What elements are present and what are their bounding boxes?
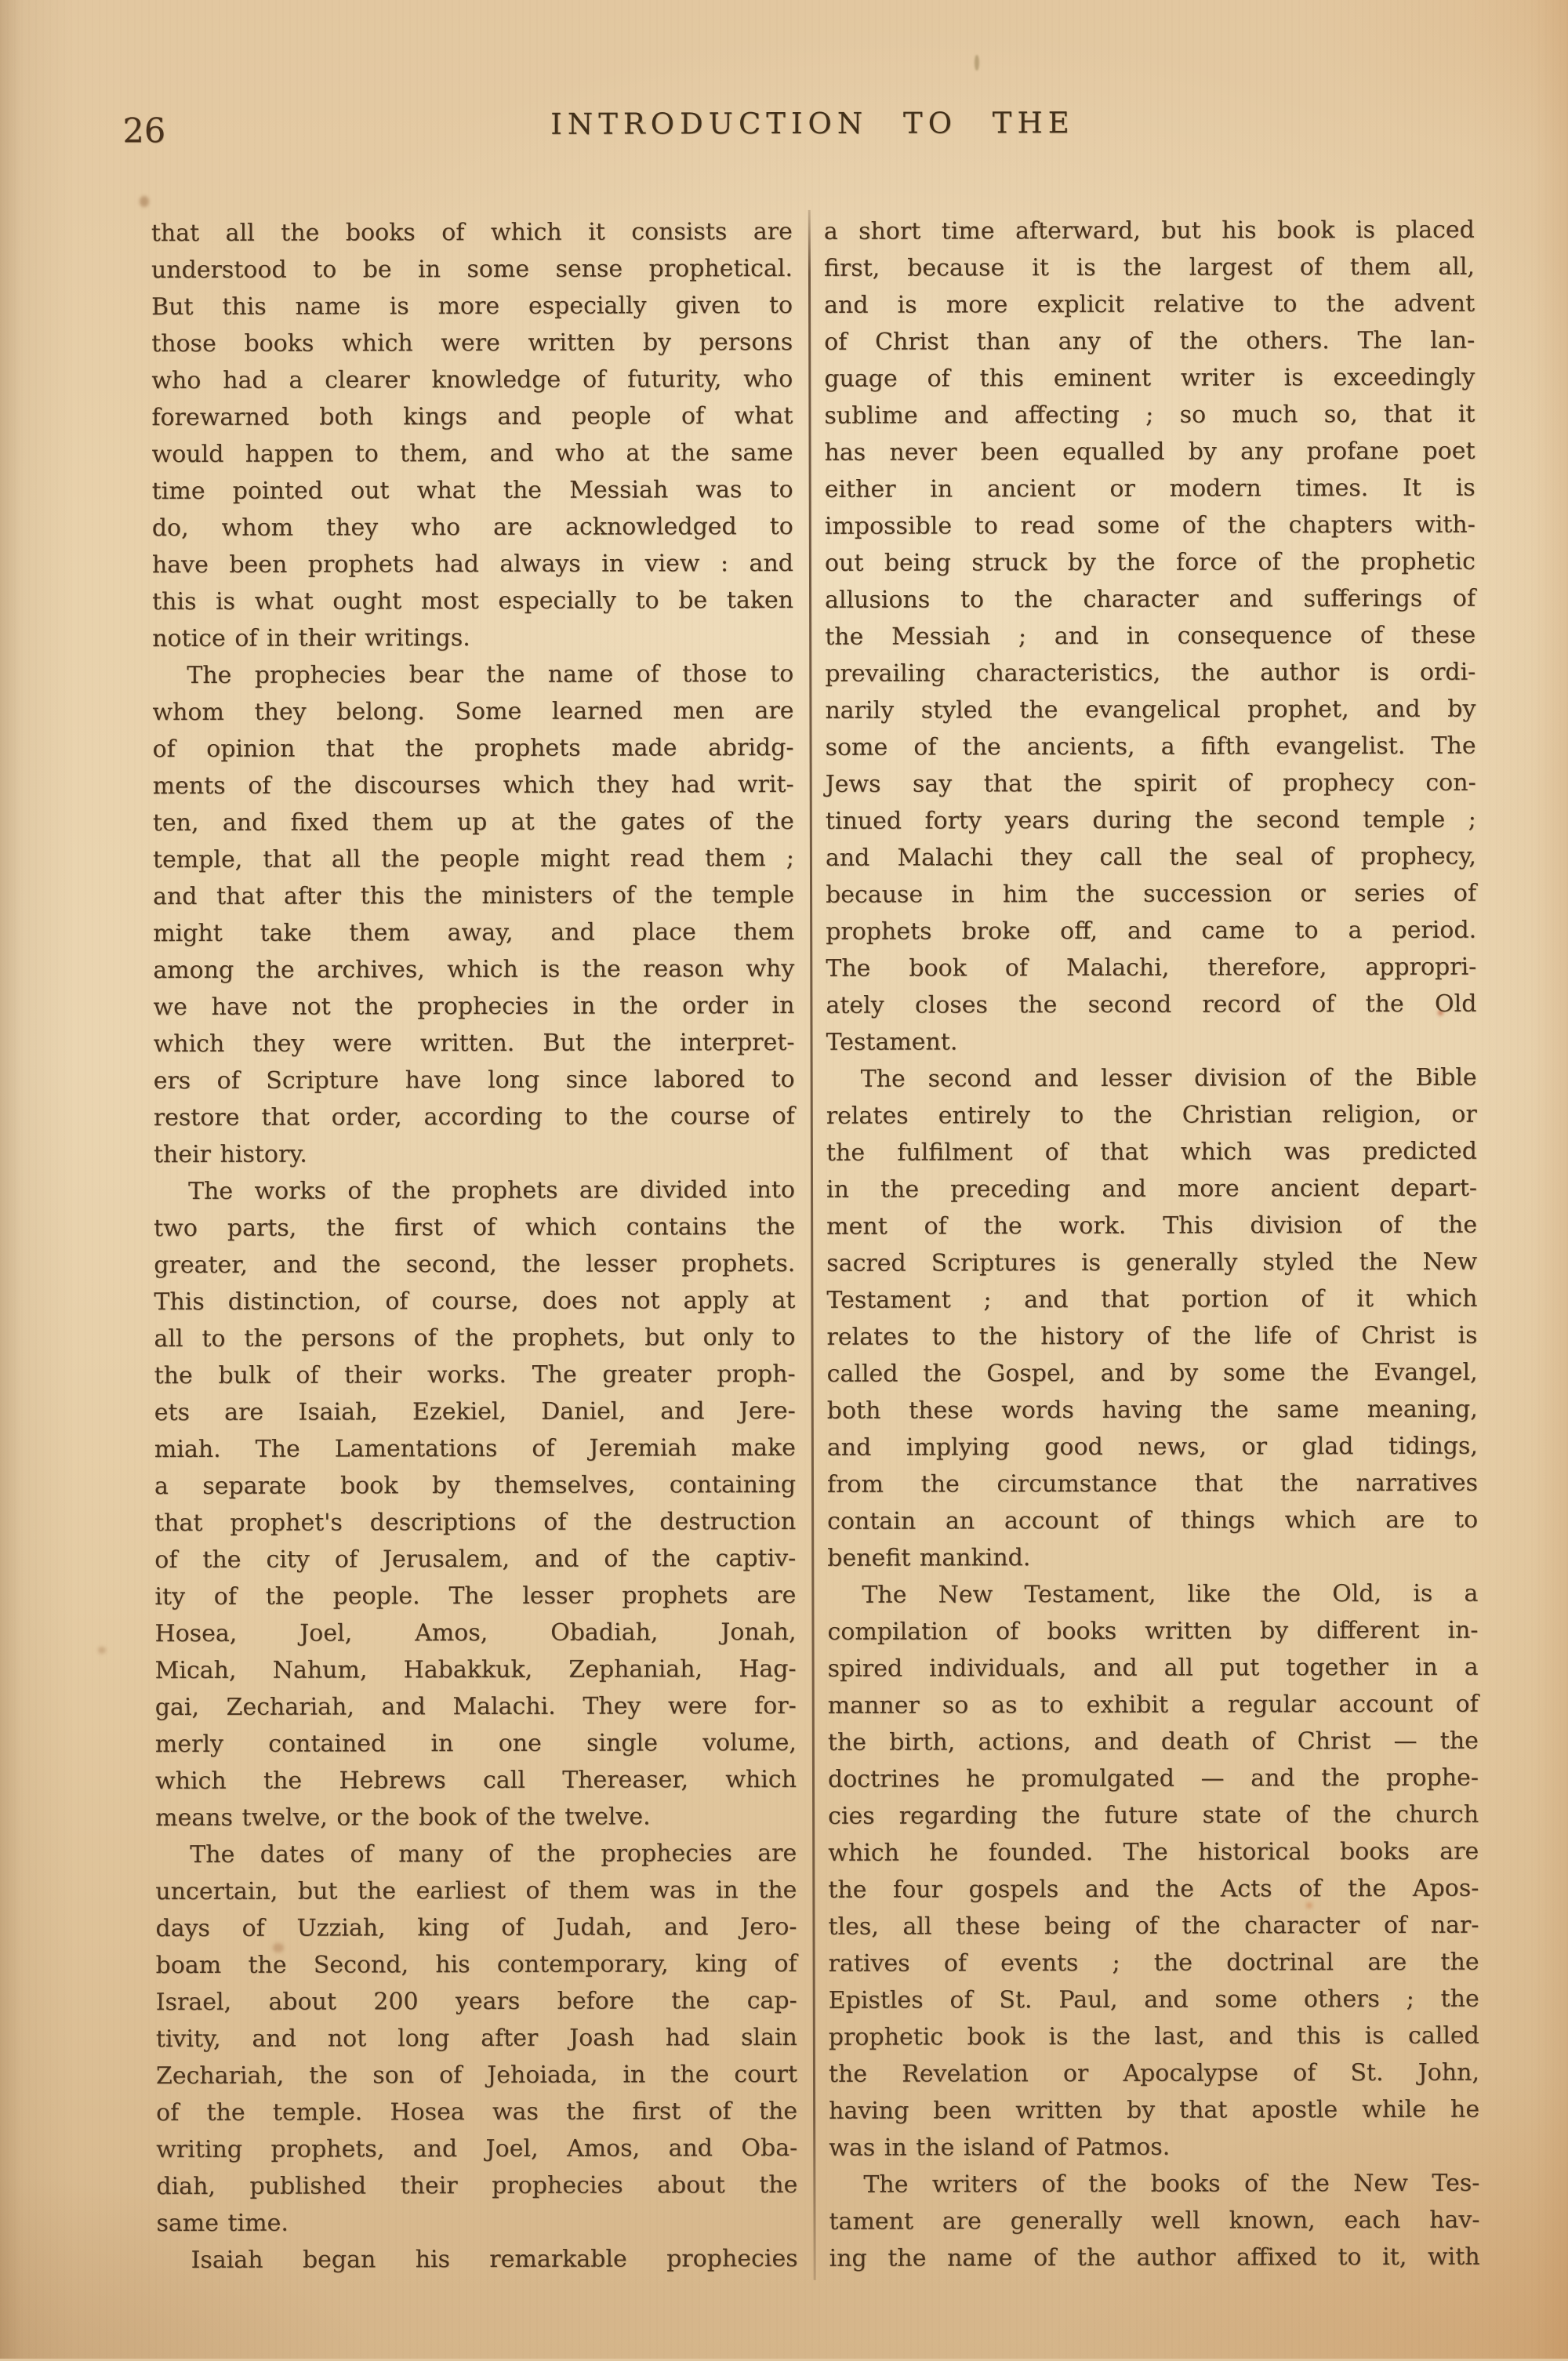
text-line: The second and lesser division of the Bible [860, 1063, 1477, 1093]
text-line: would happen to them, and who at the same [151, 438, 793, 469]
text-line: cies regarding the future state of the church [828, 1800, 1479, 1830]
text-line: that prophet's descriptions of the destruction [154, 1507, 797, 1538]
text-line: manner so as to exhibit a regular account of [827, 1690, 1479, 1720]
text-line: because in him the succession or series of [826, 879, 1477, 909]
text-line: This distinction, of course, does not apply at [154, 1286, 796, 1317]
text-line: ately closes the second record of the Old [826, 990, 1477, 1019]
text-line: temple, that all the people might read them ; [152, 844, 794, 874]
text-line: a separate book by themselves, containing [154, 1470, 797, 1501]
text-line: miah. The Lamentations of Jeremiah make [154, 1433, 796, 1464]
column-divider-rule [808, 210, 816, 2280]
text-line: sublime and affecting ; so much so, that it [824, 400, 1475, 430]
text-line: time pointed out what the Messiah was to [151, 475, 793, 506]
text-line: The prophecies bear the name of those to [187, 659, 794, 689]
text-line: tament are generally well known, each hav- [829, 2206, 1480, 2236]
text-line: a short time afterward, but his book is placed [823, 216, 1475, 245]
text-line: either in ancient or modern times. It is [824, 474, 1475, 503]
text-line: Epistles of St. Paul, and some others ; the [828, 1985, 1479, 2014]
text-line: same time. [156, 2209, 289, 2238]
text-line: narily styled the evangelical prophet, and by [825, 695, 1476, 725]
text-line: which they were written. But the interpret- [153, 1028, 795, 1059]
text-line: both these words having the same meaning, [826, 1395, 1478, 1425]
text-line: contain an account of things which are to [827, 1506, 1479, 1535]
text-line: Isaiah began his remarkable prophecies [191, 2244, 798, 2274]
text-line: allusions to the character and sufferings of [825, 584, 1476, 614]
paragraph [827, 1575, 1479, 2167]
text-line: means twelve, or the book of the twelve. [155, 1803, 651, 1832]
text-line: two parts, the first of which contains the [154, 1212, 796, 1243]
text-line: relates to the history of the life of Christ is [826, 1321, 1478, 1351]
text-line: ratives of events ; the doctrinal are the [828, 1948, 1479, 1978]
text-line: might take them away, and place them [153, 917, 795, 948]
paragraph [151, 213, 793, 657]
text-line: we have not the prophecies in the order in [153, 991, 795, 1022]
text-line: the Revelation or Apocalypse of St. John, [828, 2058, 1480, 2088]
text-line: Zechariah, the son of Jehoiada, in the court [155, 2060, 798, 2090]
text-line: first, because it is the largest of them all, [823, 252, 1475, 282]
text-line: of the temple. Hosea was the first of the [156, 2097, 798, 2127]
text-line: has never been equalled by any profane poet [824, 437, 1475, 467]
text-line: Israel, about 200 years before the cap- [155, 1986, 797, 2017]
text-line: whom they belong. Some learned men are [152, 696, 794, 727]
text-line: guage of this eminent writer is exceedingly [824, 363, 1475, 393]
text-line: spired individuals, and all put together in a [827, 1653, 1479, 1683]
text-line: was in the island of Patmos. [829, 2133, 1171, 2162]
text-line: greater, and the second, the lesser prophets. [154, 1249, 796, 1280]
text-line: Hosea, Joel, Amos, Obadiah, Jonah, [154, 1618, 797, 1648]
text-line: and implying good news, or glad tidings, [826, 1432, 1478, 1462]
text-line: of the city of Jerusalem, and of the captiv- [154, 1544, 797, 1575]
paragraph [829, 2165, 1479, 2277]
paragraph [826, 1059, 1479, 1577]
text-line: the birth, actions, and death of Christ — the [827, 1727, 1479, 1756]
text-line: benefit mankind. [827, 1544, 1031, 1572]
left-text-column [151, 213, 798, 2279]
text-line: ity of the people. The lesser prophets are [154, 1581, 797, 1611]
text-line: gai, Zechariah, and Malachi. They were for- [154, 1691, 797, 1722]
text-line: have been prophets had always in view : and [151, 549, 793, 579]
text-line: in the preceding and more ancient depart- [826, 1174, 1478, 1204]
text-line: their history. [153, 1140, 307, 1169]
paragraph [824, 212, 1477, 1061]
text-line: tles, all these being of the character of nar- [828, 1911, 1479, 1941]
text-line: Jews say that the spirit of prophecy con- [825, 768, 1476, 798]
paragraph [154, 1171, 797, 1836]
text-line: from the circumstance that the narratives [826, 1469, 1479, 1498]
text-line: among the archives, which is the reason why [153, 954, 795, 985]
text-line: The book of Malachi, therefore, appropri- [826, 953, 1477, 983]
text-line: prophets broke off, and came to a period. [826, 916, 1477, 946]
text-line: prophetic book is the last, and this is called [828, 2021, 1479, 2051]
text-line: The dates of many of the prophecies are [190, 1839, 797, 1869]
text-line: ets are Isaiah, Ezekiel, Daniel, and Jere- [154, 1397, 796, 1427]
text-line: of opinion that the prophets made abridg- [152, 733, 794, 764]
text-line: The New Testament, like the Old, is a [862, 1579, 1479, 1609]
paragraph [155, 1835, 797, 2242]
text-line: this is what ought most especially to be taken [152, 586, 794, 616]
text-line: merly contained in one single volume, [154, 1728, 797, 1759]
text-line: Testament. [826, 1028, 958, 1056]
text-line: ers of Scripture have long since labored to [153, 1065, 795, 1095]
text-line: and Malachi they call the seal of prophecy, [825, 842, 1476, 872]
text-line: writing prophets, and Joel, Amos, and Oba- [156, 2134, 798, 2164]
text-line: But this name is more especially given to [151, 291, 793, 321]
text-line: notice of in their writings. [152, 624, 470, 653]
text-line: tivity, and not long after Joash had slain [155, 2023, 797, 2054]
text-line: all to the persons of the prophets, but only to [154, 1323, 796, 1353]
text-line: tinued forty years during the second temple ; [825, 805, 1476, 835]
right-text-column [824, 212, 1480, 2277]
text-line: compilation of books written by different in- [827, 1616, 1479, 1646]
text-line: days of Uzziah, king of Judah, and Jero- [155, 1912, 797, 1943]
running-head: INTRODUCTION TO THE [550, 106, 1075, 141]
text-line: the bulk of their works. The greater proph- [154, 1360, 796, 1390]
text-line: the four gospels and the Acts of the Apos- [828, 1874, 1479, 1904]
text-line: the Messiah ; and in consequence of these [825, 621, 1476, 651]
text-line: that all the books of which it consists are [151, 217, 793, 248]
text-line: which the Hebrews call Thereaser, which [154, 1765, 797, 1796]
text-line: sacred Scriptures is generally styled the New [826, 1248, 1478, 1277]
paragraph [157, 2240, 798, 2279]
text-line: ten, and fixed them up at the gates of the [152, 807, 794, 837]
text-line: understood to be in some sense prophetical. [151, 254, 793, 285]
text-line: having been written by that apostle while he [829, 2095, 1480, 2125]
text-line: uncertain, but the earliest of them was in the [155, 1876, 797, 1906]
text-line: those books which were written by persons [151, 328, 793, 358]
text-line: which he founded. The historical books are [828, 1837, 1479, 1867]
text-line: who had a clearer knowledge of futurity, who [151, 365, 793, 395]
text-line: forewarned both kings and people of what [151, 401, 793, 432]
text-line: Testament ; and that portion of it which [826, 1284, 1478, 1314]
text-line: Micah, Nahum, Habakkuk, Zephaniah, Hag- [154, 1655, 797, 1685]
text-line: ing the name of the author affixed to it, with [829, 2243, 1480, 2272]
text-line: ment of the work. This division of the [826, 1211, 1478, 1240]
text-line: boam the Second, his contemporary, king of [155, 1949, 797, 1980]
text-line: The works of the prophets are divided into [187, 1175, 796, 1205]
text-line: some of the ancients, a fifth evangelist. The [825, 732, 1476, 761]
text-line: diah, published their prophecies about the [156, 2170, 798, 2201]
text-line: relates entirely to the Christian religion, or [826, 1100, 1477, 1130]
text-line: and that after this the ministers of the temple [153, 881, 795, 911]
text-line: prevailing characteristics, the author is ordi- [825, 658, 1476, 688]
text-line: called the Gospel, and by some the Evangel, [826, 1358, 1478, 1388]
text-line: do, whom they who are acknowledged to [151, 512, 793, 543]
paragraph [152, 656, 795, 1173]
text-line: impossible to read some of the chapters with- [824, 510, 1475, 540]
text-line: The writers of the books of the New Tes- [863, 2169, 1480, 2199]
text-line: of Christ than any of the others. The lan- [824, 326, 1475, 356]
text-line: doctrines he promulgated — and the prophe- [827, 1763, 1479, 1793]
text-line: restore that order, according to the course of [153, 1102, 795, 1132]
page-number: 26 [122, 111, 166, 151]
text-line: out being struck by the force of the prophetic [824, 547, 1475, 577]
text-line: ments of the discourses which they had writ- [152, 770, 794, 801]
text-line: the fulfilment of that which was predicted [826, 1137, 1477, 1167]
text-line: and is more explicit relative to the advent [824, 289, 1475, 319]
